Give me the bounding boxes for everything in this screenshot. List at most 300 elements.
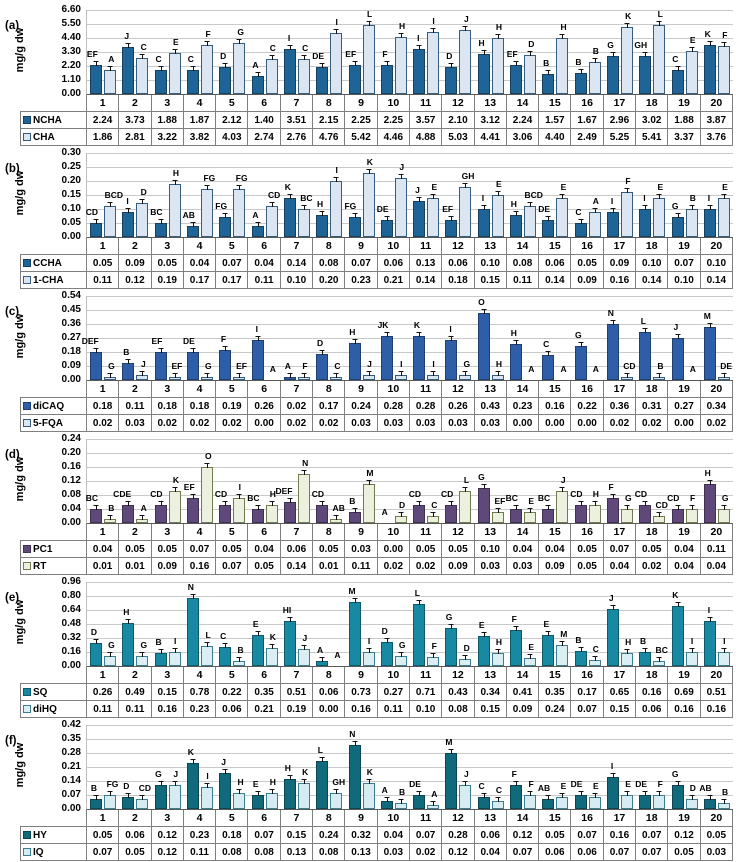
error-bar — [387, 333, 388, 337]
bar-RT — [266, 505, 278, 523]
significance-letter: B — [155, 637, 162, 647]
error-bar-cap — [417, 600, 422, 601]
error-bar — [175, 488, 176, 492]
significance-letter: J — [560, 475, 566, 485]
significance-letter: G — [398, 640, 406, 650]
significance-letter: M — [348, 586, 356, 596]
panel-c — [2, 290, 733, 432]
bar-slot — [510, 725, 522, 809]
significance-letter: A — [252, 210, 259, 220]
error-bar — [258, 337, 259, 341]
panel-e — [2, 576, 733, 718]
error-bar-cap — [94, 61, 99, 62]
category-label: 5 — [215, 94, 247, 111]
bar-NCHA — [672, 70, 684, 94]
error-bar — [659, 792, 660, 796]
value-cell: 5.42 — [344, 128, 376, 145]
bar-slot — [718, 725, 730, 809]
bar-slot — [122, 296, 134, 380]
y-tick-label: 0.10 — [61, 203, 81, 214]
error-bar-cap — [514, 340, 519, 341]
error-bar-cap — [334, 789, 339, 790]
category-label: 13 — [474, 237, 506, 254]
category-label: 7 — [280, 809, 312, 826]
category-label: 18 — [635, 809, 667, 826]
bar-group — [184, 582, 216, 666]
bar-group — [668, 153, 700, 237]
bar-SQ — [122, 623, 134, 666]
bar-NCHA — [478, 54, 490, 94]
error-bar-cap — [158, 348, 163, 349]
bar-diCAQ — [349, 343, 361, 380]
value-cell: 0.02 — [700, 414, 732, 431]
bar-group — [539, 725, 571, 809]
value-cell: 0.07 — [215, 254, 247, 271]
bar-groups — [87, 439, 733, 523]
bar-slot — [459, 10, 471, 94]
value-cell: 0.03 — [377, 843, 409, 860]
bar-slot — [639, 153, 651, 237]
bar-slot — [298, 582, 310, 666]
bar-slot — [150, 439, 167, 523]
bar-IQ — [104, 795, 116, 809]
y-axis-title: mg/g dw — [14, 170, 26, 216]
value-cell: 3.06 — [506, 128, 538, 145]
bar-CHA — [459, 30, 471, 94]
bar-slot — [363, 439, 375, 523]
bar-slot — [718, 153, 730, 237]
y-tick-label: 0.00 — [61, 374, 81, 385]
significance-letter: A — [381, 785, 388, 795]
bar-slot — [187, 10, 199, 94]
bar-group — [87, 10, 119, 94]
value-cell: 0.26 — [86, 683, 118, 700]
error-bar-cap — [578, 647, 583, 648]
significance-letter: C — [543, 339, 550, 349]
bar-slot — [266, 725, 278, 809]
value-cell: 3.82 — [183, 128, 215, 145]
error-bar — [355, 742, 356, 746]
significance-letter: G — [607, 40, 614, 50]
value-cell: 0.05 — [247, 557, 279, 574]
category-label: 20 — [700, 666, 732, 683]
value-cell: 0.23 — [183, 826, 215, 843]
error-bar-cap — [334, 373, 339, 374]
bar-SQ — [445, 628, 457, 666]
significance-letter: FG — [344, 201, 357, 211]
error-bar — [110, 516, 111, 520]
value-cell: 0.11 — [86, 271, 118, 288]
significance-letter: I — [610, 196, 614, 206]
error-bar — [96, 349, 97, 353]
error-bar-cap — [689, 648, 694, 649]
bar-slot — [201, 725, 213, 809]
bar-slot — [187, 582, 199, 666]
category-label: 3 — [151, 380, 183, 397]
error-bar-cap — [384, 332, 389, 333]
bar-slot — [621, 296, 636, 380]
bar-1-CHA — [233, 189, 245, 237]
bar-slot — [524, 153, 543, 237]
error-bar — [128, 794, 129, 798]
series-legend-cell — [20, 557, 86, 574]
error-bar — [710, 481, 711, 485]
significance-letter: M — [366, 468, 374, 478]
error-bar — [678, 67, 679, 71]
significance-letter: EF — [506, 49, 518, 59]
bar-slot — [413, 153, 425, 237]
significance-letter: I — [238, 482, 241, 492]
bar-group — [475, 10, 507, 94]
category-label: 20 — [700, 380, 732, 397]
error-bar-cap — [528, 202, 533, 203]
value-cell: 0.06 — [474, 826, 506, 843]
bar-HY — [510, 785, 522, 809]
category-label: 10 — [377, 666, 409, 683]
error-bar-cap — [320, 350, 325, 351]
bar-group — [152, 10, 184, 94]
error-bar-cap — [172, 648, 177, 649]
error-bar-cap — [624, 373, 629, 374]
error-bar-cap — [560, 641, 565, 642]
error-bar-cap — [108, 202, 113, 203]
value-cell: 0.23 — [344, 271, 376, 288]
value-cell: 5.25 — [603, 128, 635, 145]
significance-letter: B — [721, 787, 729, 797]
error-bar-cap — [481, 205, 486, 206]
bar-slot — [214, 439, 231, 523]
bar-slot — [478, 153, 490, 237]
value-cell: 0.17 — [215, 271, 247, 288]
bar-slot — [395, 582, 407, 666]
bar-slot — [150, 153, 167, 237]
significance-letter: I — [481, 193, 485, 203]
error-bar-cap — [269, 55, 274, 56]
bar-slot — [363, 725, 375, 809]
error-bar — [239, 495, 240, 499]
category-label: 10 — [377, 523, 409, 540]
bar-SQ — [672, 606, 684, 666]
error-bar — [336, 374, 337, 378]
bar-1-CHA — [201, 189, 213, 237]
bar-RT — [459, 491, 471, 523]
value-cell: 0.06 — [280, 540, 312, 557]
value-cell: 0.78 — [183, 683, 215, 700]
error-bar-cap — [366, 21, 371, 22]
error-bar — [110, 374, 111, 378]
bar-CCHA — [607, 212, 619, 237]
error-bar — [419, 198, 420, 202]
bar-RT — [169, 491, 181, 523]
error-bar-cap — [352, 508, 357, 509]
value-cell: 0.04 — [667, 557, 699, 574]
bar-group — [248, 296, 280, 380]
error-bar — [142, 653, 143, 657]
significance-letter: K — [187, 747, 194, 757]
error-bar-cap — [223, 643, 228, 644]
error-bar-cap — [172, 373, 177, 374]
bar-slot — [459, 582, 471, 666]
value-cell: 0.43 — [441, 683, 473, 700]
significance-letter: D — [463, 643, 470, 653]
error-bar — [678, 506, 679, 510]
bar-slot — [104, 439, 116, 523]
significance-letter: A — [381, 507, 388, 517]
error-bar-cap — [94, 505, 99, 506]
bar-HY — [90, 799, 102, 809]
error-bar-cap — [108, 373, 113, 374]
significance-letter: CD — [570, 489, 583, 499]
error-bar — [401, 653, 402, 657]
significance-letter: CD — [311, 489, 325, 499]
significance-letter: B — [90, 783, 98, 793]
bar-group — [507, 153, 543, 237]
significance-letter: M — [560, 629, 568, 639]
bar-1-CHA — [169, 184, 181, 237]
bar-group — [442, 725, 474, 809]
error-bar-cap — [126, 359, 131, 360]
bar-diHQ — [459, 659, 471, 666]
chart-area — [2, 719, 733, 814]
category-label: 9 — [344, 94, 376, 111]
bar-NCHA — [639, 56, 651, 94]
category-label: 11 — [409, 380, 441, 397]
bar-slot — [667, 439, 684, 523]
significance-letter: E — [657, 182, 664, 192]
bar-slot — [169, 582, 181, 666]
significance-letter: D — [689, 783, 696, 793]
bar-slot — [718, 582, 730, 666]
category-label: 16 — [570, 523, 602, 540]
error-bar-cap — [449, 749, 454, 750]
category-label: 10 — [377, 237, 409, 254]
value-cell: 0.51 — [700, 683, 732, 700]
bar-group — [345, 582, 377, 666]
bar-slot — [672, 153, 684, 237]
error-bar-cap — [301, 55, 306, 56]
significance-letter: N — [607, 308, 614, 318]
bar-slot — [510, 582, 522, 666]
value-cell: 0.12 — [151, 843, 183, 860]
value-cell: 0.14 — [700, 271, 732, 288]
bar-CHA — [686, 51, 698, 94]
bar-PC1 — [413, 505, 425, 523]
bar-group — [701, 439, 733, 523]
value-cell: 0.22 — [215, 683, 247, 700]
error-bar-cap — [140, 199, 145, 200]
bar-group — [571, 296, 603, 380]
bar-group — [184, 10, 216, 94]
bar-slot — [377, 296, 393, 380]
bar-slot — [316, 582, 328, 666]
error-bar-cap — [560, 793, 565, 794]
significance-letter: A — [592, 364, 599, 374]
bar-CHA — [524, 55, 536, 94]
error-bar — [207, 374, 208, 378]
bar-1-CHA — [363, 173, 375, 237]
bar-CHA — [492, 38, 504, 94]
error-bar-cap — [546, 631, 551, 632]
bar-SQ — [381, 642, 393, 666]
bar-diHQ — [298, 649, 310, 666]
error-bar-cap — [431, 28, 436, 29]
bar-slot — [505, 439, 522, 523]
value-cell: 2.25 — [344, 111, 376, 128]
bar-diCAQ — [445, 340, 457, 380]
error-bar-cap — [417, 45, 422, 46]
error-bar-cap — [592, 656, 597, 657]
bar-CHA — [395, 37, 407, 94]
significance-letter: G — [237, 27, 244, 37]
error-bar — [613, 209, 614, 213]
series-name: SQ — [33, 686, 48, 698]
y-tick-label: 5.50 — [61, 18, 81, 29]
error-bar — [678, 782, 679, 786]
significance-letter: DE — [538, 204, 551, 214]
bar-group — [507, 10, 539, 94]
value-cell: 0.24 — [344, 397, 376, 414]
error-bar — [322, 502, 323, 506]
bar-diCAQ — [187, 352, 199, 380]
error-bar — [128, 620, 129, 624]
error-bar — [451, 502, 452, 506]
bar-CHA — [330, 33, 342, 94]
error-bar-cap — [158, 649, 163, 650]
significance-letter: AB — [699, 783, 712, 793]
error-bar — [659, 513, 660, 517]
error-bar — [595, 59, 596, 63]
significance-letter: B — [657, 361, 664, 371]
bar-slot — [653, 582, 668, 666]
significance-letter: AB — [182, 210, 195, 220]
error-bar — [272, 502, 273, 506]
error-bar — [548, 796, 549, 800]
error-bar-cap — [643, 52, 648, 53]
bar-CCHA — [478, 209, 490, 237]
error-bar — [498, 509, 499, 513]
error-bar-cap — [237, 789, 242, 790]
error-bar-cap — [140, 371, 145, 372]
value-cell: 0.05 — [86, 826, 118, 843]
bar-group — [701, 10, 733, 94]
value-cell: 0.01 — [118, 557, 150, 574]
bar-slot — [413, 296, 425, 380]
series-legend-cell — [20, 540, 86, 557]
bar-SQ — [219, 647, 231, 666]
bar-group — [604, 296, 636, 380]
value-cell: 0.11 — [86, 700, 118, 717]
significance-letter: B — [575, 635, 582, 645]
bar-NCHA — [607, 56, 619, 94]
bar-slot — [672, 582, 684, 666]
error-bar — [207, 42, 208, 46]
bar-group — [113, 439, 151, 523]
error-bar — [110, 653, 111, 657]
error-bar-cap — [269, 501, 274, 502]
bar-CCHA — [413, 201, 425, 237]
error-bar-cap — [205, 185, 210, 186]
bar-PC1 — [122, 505, 134, 523]
significance-letter: I — [206, 771, 209, 781]
bar-slot — [524, 439, 536, 523]
category-label: 6 — [247, 237, 279, 254]
bar-PC1 — [316, 505, 328, 523]
series-name: PC1 — [33, 543, 53, 555]
category-label: 19 — [667, 237, 699, 254]
bar-slot — [524, 10, 536, 94]
value-cell: 1.40 — [247, 111, 279, 128]
bar-group — [248, 153, 280, 237]
value-cell: 0.00 — [538, 414, 570, 431]
significance-letter: F — [625, 176, 631, 186]
bar-slot — [169, 10, 181, 94]
value-cell: 0.10 — [280, 271, 312, 288]
bar-group — [571, 725, 603, 809]
significance-letter: L — [640, 316, 647, 326]
value-cell: 0.12 — [118, 271, 150, 288]
category-label: 14 — [506, 380, 538, 397]
error-bar-cap — [463, 781, 468, 782]
series-legend-cell — [20, 826, 86, 843]
significance-letter: CD — [667, 493, 680, 503]
value-cell: 0.01 — [86, 557, 118, 574]
value-cell: 0.20 — [312, 271, 344, 288]
bar-CHA — [104, 70, 116, 94]
panel-label: (c) — [5, 306, 20, 318]
value-cell: 0.24 — [312, 826, 344, 843]
error-bar-cap — [237, 657, 242, 658]
error-bar — [659, 374, 660, 378]
bar-slot — [445, 10, 457, 94]
y-tick-label: 0.16 — [61, 461, 81, 472]
error-bar — [692, 206, 693, 210]
bar-group — [248, 725, 280, 809]
category-label: 2 — [118, 237, 150, 254]
category-label: 5 — [215, 523, 247, 540]
error-bar — [595, 502, 596, 506]
error-bar-cap — [495, 797, 500, 798]
bar-slot — [718, 296, 733, 380]
category-label: 12 — [441, 380, 473, 397]
value-cell: 0.12 — [441, 843, 473, 860]
value-cell: 2.10 — [441, 111, 473, 128]
bar-CHA — [136, 58, 148, 94]
category-label: 14 — [506, 809, 538, 826]
bar-PC1 — [542, 509, 554, 523]
significance-letter: J — [221, 757, 227, 767]
category-label: 11 — [409, 523, 441, 540]
bar-slot — [672, 296, 684, 380]
significance-letter: AB — [332, 503, 345, 513]
significance-letter: O — [478, 297, 485, 307]
bar-slot — [704, 153, 716, 237]
error-bar-cap — [237, 494, 242, 495]
error-bar — [419, 792, 420, 796]
bar-slot — [704, 10, 716, 94]
bar-slot — [182, 296, 199, 380]
panel-b — [2, 147, 733, 289]
bar-slot — [122, 10, 134, 94]
bar-group — [475, 725, 507, 809]
value-cell: 0.11 — [344, 557, 376, 574]
bar-group — [216, 725, 248, 809]
error-bar — [175, 649, 176, 653]
bar-group — [442, 582, 474, 666]
significance-letter: G — [205, 361, 212, 371]
error-bar — [516, 62, 517, 66]
value-cell: 0.31 — [635, 397, 667, 414]
bar-slot — [266, 582, 278, 666]
